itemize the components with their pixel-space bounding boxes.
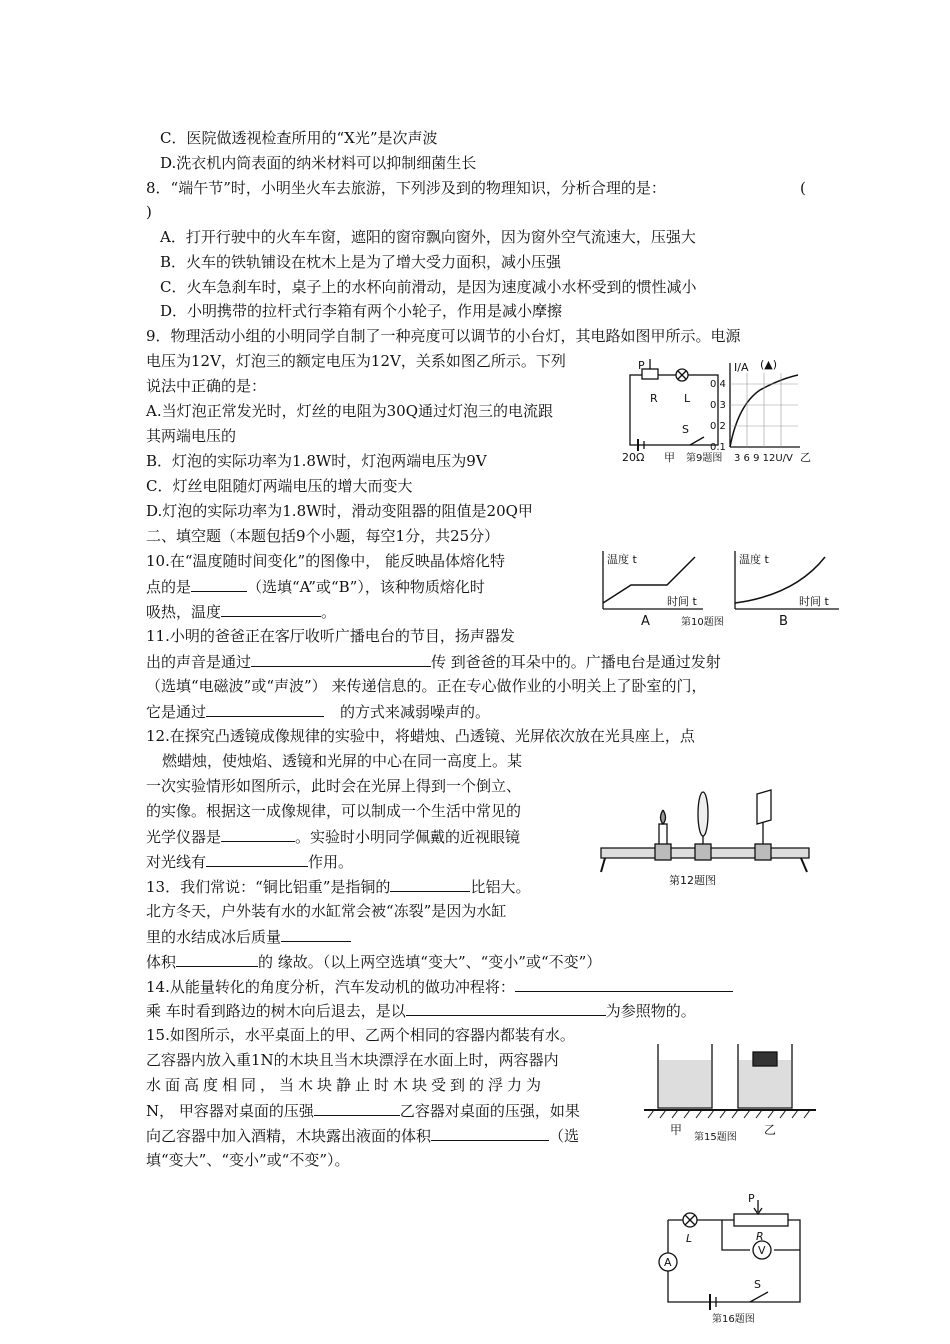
q9-option-a1: A.当灯泡正常发光时，灯丝的电阻为30Q通过灯泡三的电流跟 — [146, 402, 553, 420]
q15-line5-b: （选 — [549, 1127, 580, 1145]
q13-blank-2[interactable] — [281, 926, 351, 942]
q16-slider — [754, 1200, 762, 1214]
q16-label-a: A — [664, 1256, 672, 1269]
q14-line1 — [146, 976, 733, 997]
q8-stem: 8．“端午节”时，小明坐火车去旅游，下列涉及到的物理知识，分析合理的是： — [146, 179, 666, 197]
q15-caption: 第15题图 — [694, 1132, 737, 1143]
q11-line1: 11.小明的爸爸正在客厅收听广播电台的节目，扬声器发 — [146, 627, 515, 645]
q12-line3: 一次实验情形如图所示，此时会在光屏上得到一个倒立、 — [146, 777, 522, 795]
q9-tick-02: 0.2 — [710, 421, 726, 432]
q16-label-s: S — [754, 1278, 761, 1291]
q12-line5-a: 光学仪器是 — [146, 828, 222, 846]
q9-option-c: C．灯丝电阻随灯两端电压的增大而变大 — [146, 477, 413, 495]
q16-caption: 第16题图 — [712, 1314, 755, 1325]
q9-label-l: L — [684, 392, 691, 405]
q15-line4 — [146, 1100, 580, 1121]
q9-tick-03: 0.3 — [710, 400, 726, 411]
q13-line2: 北方冬天，户外装有水的水缸常会被“冻裂”是因为水缸 — [146, 902, 507, 920]
q15-water-yi — [739, 1060, 791, 1107]
q13-line1 — [146, 876, 530, 897]
q11-blank-1[interactable] — [251, 651, 431, 667]
q11-line2-a: 出的声音是通过 — [146, 653, 252, 671]
q15-line4-b: 乙容器对桌面的压强，如果 — [399, 1102, 580, 1120]
q10-figure — [595, 545, 855, 630]
q14-line1-a: 14.从能量转化的角度分析，汽车发动机的做功冲程将： — [146, 978, 515, 996]
q15-blank-2[interactable] — [431, 1125, 549, 1141]
q12-line6-b: 作用。 — [308, 853, 354, 871]
q10-blank-1[interactable] — [191, 576, 247, 592]
q9-line3: 说法中正确的是： — [146, 377, 267, 395]
q8-option-b: B．火车的铁轨铺设在枕木上是为了增大受力面积，减小压强 — [160, 253, 562, 271]
q12-line4: 的实像。根据这一成像规律，可以制成一个生活中常见的 — [146, 802, 522, 820]
q12-caption: 第12题图 — [669, 874, 716, 887]
q12-line6 — [146, 851, 353, 872]
q10-line1: 10.在“温度随时间变化”的图像中， 能反映晶体熔化特 — [146, 552, 505, 570]
q9-switch — [690, 437, 704, 445]
q10-line3-b: 。 — [321, 603, 337, 621]
q12-lens — [698, 792, 708, 836]
q9-circuit-loop — [630, 375, 718, 445]
q15-label-yi: 乙 — [764, 1123, 777, 1137]
q12-line1: 12.在探究凸透镜成像规律的实验中，将蜡烛、凸透镜、光屏依次放在光具座上，点 — [146, 727, 695, 745]
q14-line2-a: 乘 车时看到路边的树木向后退去，是以 — [146, 1002, 406, 1020]
q7-option-d: D.洗衣机内筒表面的纳米材料可以抑制细菌生长 — [160, 154, 477, 172]
q11-line4-b: 的方式来减弱噪声的。 — [340, 703, 491, 721]
q9-line2: 电压为12V，灯泡三的额定电压为12V，关系如图乙所示。下列 — [146, 352, 566, 370]
q9-tick-04: 0.4 — [710, 379, 726, 390]
q16-label-v: V — [758, 1244, 766, 1257]
q10-a-ylabel: 温度 t — [607, 553, 637, 566]
q11-line2 — [146, 651, 721, 672]
q13-line1-b: 比铝大。 — [470, 878, 531, 896]
q10-line3-a: 吸热，温度 — [146, 603, 222, 621]
q9-label-r: R — [650, 392, 658, 405]
q9-label-s: S — [682, 423, 689, 436]
q9-option-d: D.灯泡的实际功率为1.8W时，滑动变阻器的阻值是20Q甲 — [146, 502, 533, 520]
q10-label-b: B — [779, 614, 788, 629]
section-fill-in-title: 二、填空题（本题包括9个小题，每空1分，共25分） — [146, 527, 500, 545]
q8-option-c: C．火车急刹车时，桌子上的水杯向前滑动，是因为速度减小水杯受到的惯性减小 — [160, 278, 697, 296]
q11-line4 — [146, 701, 490, 722]
q9-line1: 9．物理活动小组的小明同学自制了一种亮度可以调节的小台灯，其电路如图甲所示。电源 — [146, 327, 741, 345]
q16-switch — [750, 1292, 768, 1302]
q13-blank-3[interactable] — [176, 951, 258, 967]
q10-label-a: A — [641, 614, 650, 629]
q15-line1: 15.如图所示，水平桌面上的甲、乙两个相同的容器内都装有水。 — [146, 1026, 575, 1044]
q12-line2: 燃蜡烛，使烛焰、透镜和光屏的中心在同一高度上。某 — [162, 752, 523, 770]
q15-blank-1[interactable] — [314, 1100, 400, 1116]
q9-caption: 第9题图 — [686, 453, 723, 464]
q13-line4 — [146, 951, 601, 972]
q10-caption: 第10题图 — [681, 617, 724, 628]
q16-label-l: L — [686, 1232, 693, 1245]
q8-paren-close: ) — [146, 203, 152, 221]
q14-blank-2[interactable] — [406, 1000, 606, 1016]
q9-label-ia: I/A — [734, 361, 749, 374]
q11-line2-b: 传 到爸爸的耳朵中的。广播电台是通过发射 — [431, 653, 721, 671]
q15-line6: 填“变大”、“变小”或“不变”）。 — [146, 1151, 350, 1169]
q8-paren-open: ( — [800, 179, 806, 197]
q12-line6-a: 对光线有 — [146, 853, 207, 871]
q8-option-a: A．打开行驶中的火车车窗，遮阳的窗帘飘向窗外，因为窗外空气流速大，压强大 — [160, 228, 696, 246]
q13-line3 — [146, 926, 351, 947]
q9-option-a2: 其两端电压的 — [146, 427, 237, 445]
q12-blank-2[interactable] — [206, 851, 308, 867]
q12-blank-1[interactable] — [221, 826, 295, 842]
q11-blank-2[interactable] — [206, 701, 324, 717]
q10-line2-a: 点的是 — [146, 578, 192, 596]
q13-line1-a: 13．我们常说：“铜比铝重”是指铜的 — [146, 878, 391, 896]
q10-a-xlabel: 时间 t — [667, 595, 697, 608]
q9-label-yi: 乙 — [800, 451, 811, 464]
q10-line2 — [146, 576, 485, 597]
q15-line2: 乙容器内放入重1N的木块且当木块漂浮在水面上时，两容器内 — [146, 1051, 559, 1069]
q14-blank-1[interactable] — [515, 976, 733, 992]
q15-line4-a: N， 甲容器对桌面的压强 — [146, 1102, 314, 1120]
q9-figure — [620, 355, 820, 465]
q10-line3 — [146, 601, 336, 622]
q15-line5-a: 向乙容器中加入酒精，木块露出液面的体积 — [146, 1127, 432, 1145]
q9-label-20ohm: 20Ω — [622, 451, 645, 464]
q9-option-b: B．灯泡的实际功率为1.8W时，灯泡两端电压为9V — [146, 452, 487, 470]
q9-label-jia: 甲 — [664, 451, 675, 464]
q15-line3: 水面高度相同，当木块静止时木块受到的浮力为 — [146, 1076, 546, 1094]
q12-flame — [661, 810, 666, 824]
q13-line3-a: 里的水结成冰后质量 — [146, 928, 282, 946]
q12-line5-b: 。实验时小明同学佩戴的近视眼镜 — [295, 828, 521, 846]
q13-blank-1[interactable] — [390, 876, 470, 892]
q12-line5 — [146, 826, 520, 847]
q13-line4-a: 体积 — [146, 953, 177, 971]
q10-line2-b: （选填“A”或“B”），该种物质熔化时 — [247, 578, 485, 596]
q10-b-xlabel: 时间 t — [799, 595, 829, 608]
q15-water-jia — [659, 1060, 711, 1107]
q16-label-r: R — [756, 1230, 764, 1243]
q15-line5 — [146, 1125, 579, 1146]
q14-line2 — [146, 1000, 696, 1021]
q9-tick-01: 0.1 — [710, 442, 726, 453]
q13-line4-b: 的 缘故。（以上两空选填“变大”、“变小”或“不变”） — [258, 953, 602, 971]
q15-wood-block — [753, 1052, 777, 1066]
q16-rheostat — [734, 1214, 788, 1226]
q11-line3: （选填“电磁波”或“声波”） 来传递信息的。正在专心做作业的小明关上了卧室的门， — [146, 677, 707, 695]
q15-label-jia: 甲 — [670, 1123, 683, 1137]
q9-label-p: P — [638, 359, 645, 372]
q14-line2-b: 为参照物的。 — [605, 1002, 696, 1020]
q9-label-tri: (▲) — [760, 358, 778, 371]
q8-option-d: D．小明携带的拉杆式行李箱有两个小轮子，作用是减小摩擦 — [160, 302, 563, 320]
q15-figure — [640, 1038, 830, 1148]
q11-line4-a: 它是通过 — [146, 703, 207, 721]
q7-option-c: C．医院做透视检查所用的“X光”是次声波 — [160, 129, 438, 147]
q10-b-ylabel: 温度 t — [739, 553, 769, 566]
q12-screen — [757, 790, 771, 824]
q12-figure — [595, 780, 825, 890]
q10-blank-2[interactable] — [221, 601, 321, 617]
q16-figure — [650, 1190, 820, 1325]
q16-label-p: P — [748, 1192, 755, 1205]
q9-x-ticks: 3 6 9 12U/V — [734, 453, 793, 464]
